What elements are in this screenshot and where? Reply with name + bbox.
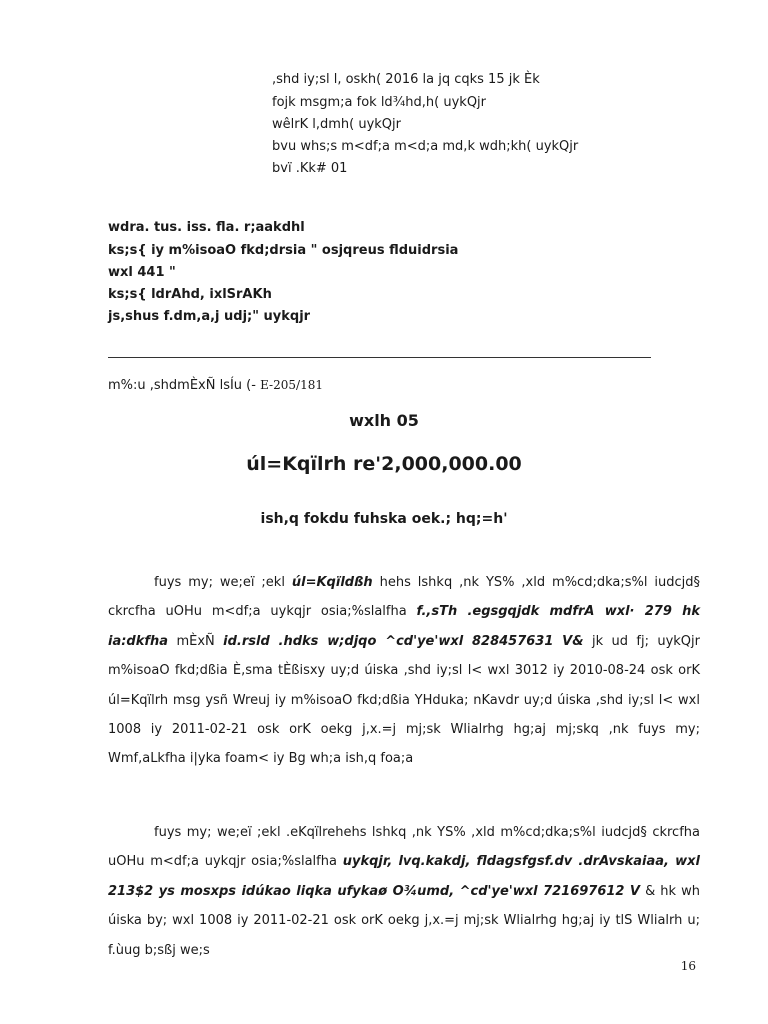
notary-office: ks;s{ ldrAhd, ixlSrAKh — [108, 287, 272, 302]
para2-bold-1: uykqjr, lvq.kakdj, fldagsfgsf.dv .drAvskaiaa, wxl 213$2 ys mosxps idúkao liqka ufykaø O¾umd, ^cd'ye'wxl 721697612 V — [108, 854, 700, 899]
paragraph-1 — [108, 568, 700, 774]
para2-text-1: fuys my; we;eï ;ekl .eKqïlrehehs lshkq ,nk YS% ,xld m%cd;dka;s%l iudcjd§ ckrcfha uOHu m<df;a uykqjr osia;%slalfha — [108, 825, 700, 870]
header-line-registration: ,shd iy;sl l, oskh( 2016 la jq cqks 15 jk Èk — [272, 72, 540, 87]
para1-bold-2: f.,sTh .egsgqjdk mdfrA wxl· 279 hk ia:dkfha — [108, 604, 700, 649]
notary-city: js,shus f.dm,a,j udj;" uykqjr — [108, 309, 311, 324]
horizontal-divider — [108, 357, 651, 358]
header-line-jurisdiction: wêlrK l,dmh( uykQjr — [272, 117, 401, 132]
document-number-title: wxlh 05 — [349, 411, 419, 430]
document-subtitle: ish,q fokdu fuhska oek.; hq;=h' — [260, 511, 508, 527]
header-line-land-office: bvu whs;s m<df;a m<d;a md,k wdh;kh( uykQjr — [272, 139, 579, 154]
reference-line — [108, 377, 323, 394]
notary-title: ks;s{ iy m%isoaO fkd;drsia " osjqreus flduidrsia — [108, 243, 459, 258]
consideration-amount: úl=Kqïlrh re'2,000,000.00 — [246, 453, 522, 475]
para1-text-3: mÈxÑ — [168, 633, 224, 649]
para1-text-4: jk ud fj; uykQjr m%isoaO fkd;dßia È,sma tÈßisxy uy;d úiska ,shd iy;sl l< wxl 3012 iy 2010-08-24 osk orK úl=Kqïlrh msg ysñ Wreuj iy m%isoaO fkd;dßia YHduka; nKavdr uy;d úiska ,shd iy;sl l< wxl 1008 iy 2011-02-21 osk orK oekg j,x.=j mj;sk Wlialrhg hg;aj mj;skq ,nk fuys my; Wmf,aLkfha i|yka foam< iy Bg wh;a ish,q foa;a — [108, 633, 700, 767]
reference-number: E-205/181 — [260, 378, 323, 392]
notary-street-number: wxl 441 " — [108, 265, 176, 280]
paragraph-2 — [108, 818, 700, 965]
page-number: 16 — [680, 959, 696, 973]
notary-name: wdra. tus. iss. fla. r;aakdhl — [108, 220, 305, 235]
para1-bold-3: id.rsld .hdks w;djqo ^cd'ye'wxl 828457631 V& — [223, 633, 584, 649]
reference-prefix: m%:u ,shdmÈxÑ lsÍu (- — [108, 378, 261, 393]
header-line-folio: bvï .Kk# 01 — [272, 161, 348, 176]
para2-text-2: & hk wh úiska by; wxl 1008 iy 2011-02-21 osk orK oekg j,x.=j mj;sk Wlialrhg hg;aj iy tlS Wlialrh u; f.ùug b;sßj we;s — [108, 883, 700, 958]
para1-text-1: fuys my; we;eï ;ekl — [154, 575, 292, 590]
para1-bold-1: úl=Kqïldßh — [291, 575, 373, 590]
para1-text-2: hehs lshkq ,nk YS% ,xld m%cd;dka;s%l iudcjd§ ckrcfha uOHu m<df;a uykqjr osia;%slalfha — [108, 575, 701, 620]
header-line-office: fojk msgm;a fok ld¾hd,h( uykQjr — [272, 95, 487, 110]
